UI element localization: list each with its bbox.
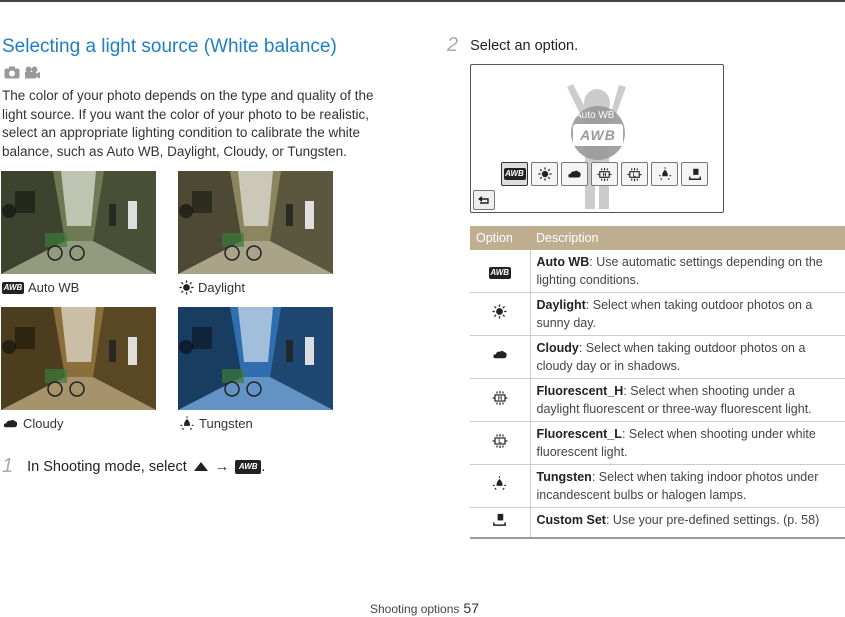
description-cell xyxy=(530,379,845,422)
option-name: Cloudy xyxy=(536,341,579,355)
header-option: Option xyxy=(470,226,530,250)
option-desc: : Select when shooting under a daylight fluorescent or three-way fluorescent light. xyxy=(536,384,812,416)
wb-option-auto[interactable] xyxy=(501,162,528,186)
tungsten-icon xyxy=(658,167,672,181)
cloudy-icon xyxy=(2,416,19,431)
step-text: Select an option. xyxy=(470,37,579,54)
table-row xyxy=(470,293,845,336)
camera-screen xyxy=(470,64,724,213)
sample-photo-auto-wb xyxy=(1,171,156,274)
custom-set-icon xyxy=(688,167,702,181)
wb-option-strip xyxy=(501,162,708,186)
awb-icon: AWB xyxy=(235,460,261,474)
wb-option-cloudy[interactable] xyxy=(561,162,588,186)
option-icon-cell xyxy=(470,336,530,379)
intro-paragraph: The color of your photo depends on the type and quality of the light source. If you want the color of your photo to be realistic, select an appropriate lighting condition to calibrate the white balance, such as Auto WB, Daylight, Cloudy, or Tungsten. xyxy=(2,88,374,159)
option-name: Custom Set xyxy=(536,513,606,527)
option-name: Daylight xyxy=(536,298,586,312)
option-desc: : Select when taking outdoor photos on a sunny day. xyxy=(536,298,813,330)
awb-icon: AWB xyxy=(3,282,23,292)
caption-daylight xyxy=(179,280,245,295)
option-desc: : Select when taking outdoor photos on a cloudy day or in shadows. xyxy=(536,341,806,373)
table-row xyxy=(470,465,845,508)
caption-label: Cloudy xyxy=(23,416,64,431)
custom-set-icon xyxy=(492,512,507,527)
option-name: Fluorescent_L xyxy=(536,427,622,441)
awb-badge-large: AWB xyxy=(573,124,623,146)
option-table xyxy=(470,226,845,539)
movie-camera-icon xyxy=(24,66,40,79)
cloudy-icon xyxy=(567,167,582,181)
table-row xyxy=(470,250,845,293)
table-row xyxy=(470,422,845,465)
page-number: 57 xyxy=(463,600,479,616)
table-row xyxy=(470,508,845,538)
description-cell xyxy=(530,293,845,336)
option-desc: : Select when shooting under white fluorescent light. xyxy=(536,427,816,459)
option-icon-cell xyxy=(470,293,530,336)
awb-icon: AWB xyxy=(505,169,524,178)
back-arrow-icon xyxy=(478,195,490,205)
step-number: 2 xyxy=(447,34,459,56)
option-desc: : Use your pre-defined settings. (p. 58) xyxy=(605,513,820,527)
option-desc: : Use automatic settings depending on the lighting conditions. xyxy=(536,255,823,287)
page-footer xyxy=(370,600,479,616)
caption-label: Tungsten xyxy=(199,416,253,431)
arrow: → xyxy=(214,458,230,475)
daylight-icon xyxy=(538,167,552,181)
option-name: Tungsten xyxy=(536,470,592,484)
mode-icons xyxy=(4,66,40,79)
footer-section: Shooting options xyxy=(370,602,460,616)
top-rule xyxy=(0,0,845,2)
caption-label: Daylight xyxy=(198,280,245,295)
table-header-row xyxy=(470,226,845,250)
sample-photo-tungsten xyxy=(178,307,333,410)
fluorescent-l-icon xyxy=(492,433,508,449)
wb-option-fluorescent-h[interactable] xyxy=(591,162,618,186)
caption-tungsten xyxy=(179,416,253,431)
caption-label: Auto WB xyxy=(28,280,80,295)
sample-photo-cloudy xyxy=(1,307,156,410)
caption-auto-wb xyxy=(2,280,79,295)
step-1 xyxy=(2,455,265,478)
header-description: Description xyxy=(530,226,845,250)
option-icon-cell xyxy=(470,250,530,293)
step-2 xyxy=(447,34,578,57)
wb-option-custom[interactable] xyxy=(681,162,708,186)
daylight-icon xyxy=(492,304,507,319)
wb-option-daylight[interactable] xyxy=(531,162,558,186)
wb-option-tungsten[interactable] xyxy=(651,162,678,186)
selected-option-label: Auto WB xyxy=(575,110,615,121)
fluorescent-h-icon xyxy=(492,390,508,406)
option-icon-cell xyxy=(470,422,530,465)
step-text: In Shooting mode, select xyxy=(27,458,187,475)
description-cell xyxy=(530,250,845,293)
sample-photo-daylight xyxy=(178,171,333,274)
option-desc: : Select when taking indoor photos under incandescent bulbs or halogen lamps. xyxy=(536,470,819,502)
mode-menu-icon xyxy=(193,461,209,472)
option-name: Fluorescent_H xyxy=(536,384,624,398)
daylight-icon xyxy=(179,280,194,295)
option-name: Auto WB xyxy=(536,255,590,269)
wb-option-fluorescent-l[interactable] xyxy=(621,162,648,186)
cloudy-icon xyxy=(492,347,508,362)
fluorescent-l-icon xyxy=(627,167,642,182)
step-end: . xyxy=(261,458,266,475)
description-cell xyxy=(530,336,845,379)
table-row xyxy=(470,379,845,422)
awb-icon: AWB xyxy=(490,268,510,277)
description-cell xyxy=(530,465,845,508)
tungsten-icon xyxy=(492,476,507,491)
table-row xyxy=(470,336,845,379)
caption-cloudy xyxy=(2,416,63,431)
description-cell xyxy=(530,422,845,465)
option-icon-cell xyxy=(470,379,530,422)
option-icon-cell xyxy=(470,465,530,508)
tungsten-icon xyxy=(179,416,195,431)
back-button[interactable] xyxy=(473,190,495,210)
fluorescent-h-icon xyxy=(597,167,612,182)
option-icon-cell xyxy=(470,508,530,538)
section-title: Selecting a light source (White balance) xyxy=(2,36,337,57)
description-cell xyxy=(530,508,845,538)
step-number: 1 xyxy=(2,455,14,477)
camera-icon xyxy=(4,66,20,79)
